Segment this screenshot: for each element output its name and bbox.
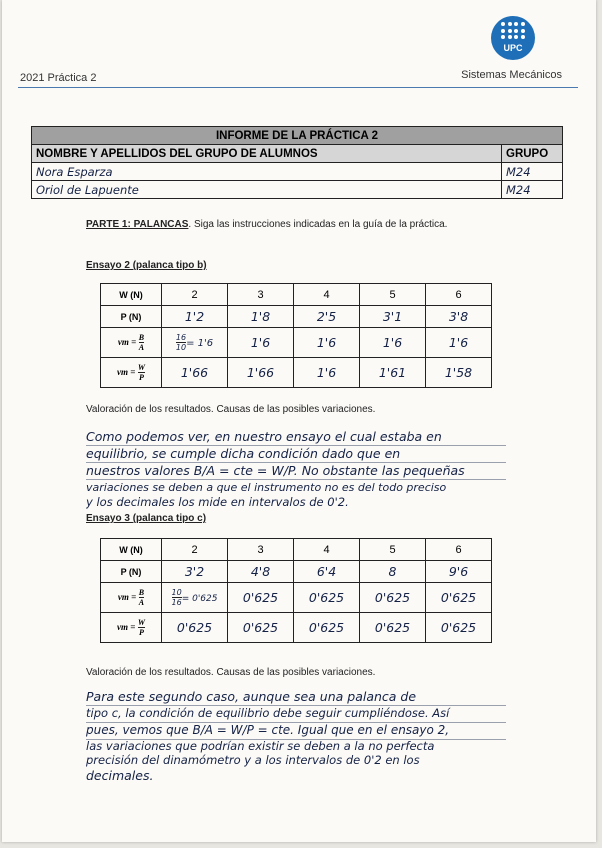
p-label: P (N): [101, 561, 162, 583]
p-value: 1'8: [228, 306, 294, 328]
w-value: 4: [294, 539, 360, 561]
p-value: 3'8: [426, 306, 492, 328]
ba-value: 0'625: [228, 583, 294, 613]
header-year-practice: 2021 Práctica 2: [20, 72, 97, 84]
vm-wp-label: vm = $\frac{W}{P}$: [101, 613, 162, 643]
ba-value: 1'6: [228, 328, 294, 358]
ba-value: $\frac{10}{16}$ = 0'625: [162, 583, 228, 613]
ba-value: 0'625: [294, 583, 360, 613]
wp-value: 0'625: [426, 613, 492, 643]
w-value: 5: [360, 539, 426, 561]
ba-value: 1'6: [294, 328, 360, 358]
w-value: 4: [294, 284, 360, 306]
ba-value: 0'625: [426, 583, 492, 613]
ensayo3-comment: Para este segundo caso, aunque sea una palanca de tipo c, la condición de equilibrio debe seguir cumpliéndose. Así pues, vemos que B/A = W/P = cte. Igual que en el ensayo 2, las variaciones que podrían existir se deben a la no perfecta precisión del dinamómetro y a los intervalos de 0'2 en los decimales.: [86, 689, 450, 783]
w-value: 2: [162, 284, 228, 306]
student-name: Oriol de Lapuente: [32, 181, 502, 199]
upc-logo: [491, 16, 535, 60]
ensayo2-title: Ensayo 2 (palanca tipo b): [86, 260, 207, 271]
part1-heading: PARTE 1: PALANCAS: [86, 219, 189, 230]
vm-ba-label: vm = $\frac{B}{A}$: [101, 328, 162, 358]
wp-value: 1'61: [360, 358, 426, 388]
ba-value: 0'625: [360, 583, 426, 613]
ensayo2-comment: Como podemos ver, en nuestro ensayo el cual estaba en equilibrio, se cumple dicha condición dado que en nuestros valores B/A = cte = W/P. No obstante las pequeñas variaciones se deben a que el instrumento no es del todo preciso y los decimales los mide en intervalos de 0'2.: [86, 429, 465, 509]
document-page: [2, 0, 596, 842]
p-value: 4'8: [228, 561, 294, 583]
w-value: 2: [162, 539, 228, 561]
w-value: 6: [426, 539, 492, 561]
p-value: 8: [360, 561, 426, 583]
p-value: 6'4: [294, 561, 360, 583]
ensayo3-title: Ensayo 3 (palanca tipo c): [86, 513, 207, 524]
vm-wp-label: vm = $\frac{W}{P}$: [101, 358, 162, 388]
wp-value: 1'58: [426, 358, 492, 388]
p-value: 3'1: [360, 306, 426, 328]
header-rule: [18, 87, 578, 88]
ensayo3-valoracion-label: Valoración de los resultados. Causas de las posibles variaciones.: [86, 667, 376, 678]
w-value: 5: [360, 284, 426, 306]
student-group: M24: [502, 163, 563, 181]
wp-value: 1'66: [228, 358, 294, 388]
report-info-table: [31, 126, 563, 199]
report-title: INFORME DE LA PRÁCTICA 2: [32, 127, 563, 145]
p-value: 2'5: [294, 306, 360, 328]
ba-value: 1'6: [426, 328, 492, 358]
ba-value: 1'6: [360, 328, 426, 358]
wp-value: 0'625: [228, 613, 294, 643]
p-value: 3'2: [162, 561, 228, 583]
ba-value: $\frac{16}{10}$ = 1'6: [162, 328, 228, 358]
part1-instruction: PARTE 1: PALANCAS. Siga las instrucciones indicadas en la guía de la práctica.: [86, 219, 448, 230]
wp-value: 1'6: [294, 358, 360, 388]
w-value: 3: [228, 284, 294, 306]
wp-value: 0'625: [162, 613, 228, 643]
w-value: 6: [426, 284, 492, 306]
p-value: 9'6: [426, 561, 492, 583]
w-label: W (N): [101, 284, 162, 306]
p-value: 1'2: [162, 306, 228, 328]
ensayo2-valoracion-label: Valoración de los resultados. Causas de las posibles variaciones.: [86, 404, 376, 415]
logo-text: UPC: [503, 43, 523, 53]
w-value: 3: [228, 539, 294, 561]
ensayo2-table: [100, 283, 492, 388]
wp-value: 0'625: [294, 613, 360, 643]
w-label: W (N): [101, 539, 162, 561]
names-header: NOMBRE Y APELLIDOS DEL GRUPO DE ALUMNOS: [32, 145, 502, 163]
group-header: GRUPO: [502, 145, 563, 163]
wp-value: 0'625: [360, 613, 426, 643]
p-label: P (N): [101, 306, 162, 328]
header-course: Sistemas Mecánicos: [461, 69, 562, 81]
vm-ba-label: vm = $\frac{B}{A}$: [101, 583, 162, 613]
student-name: Nora Esparza: [32, 163, 502, 181]
wp-value: 1'66: [162, 358, 228, 388]
ensayo3-table: [100, 538, 492, 643]
student-group: M24: [502, 181, 563, 199]
